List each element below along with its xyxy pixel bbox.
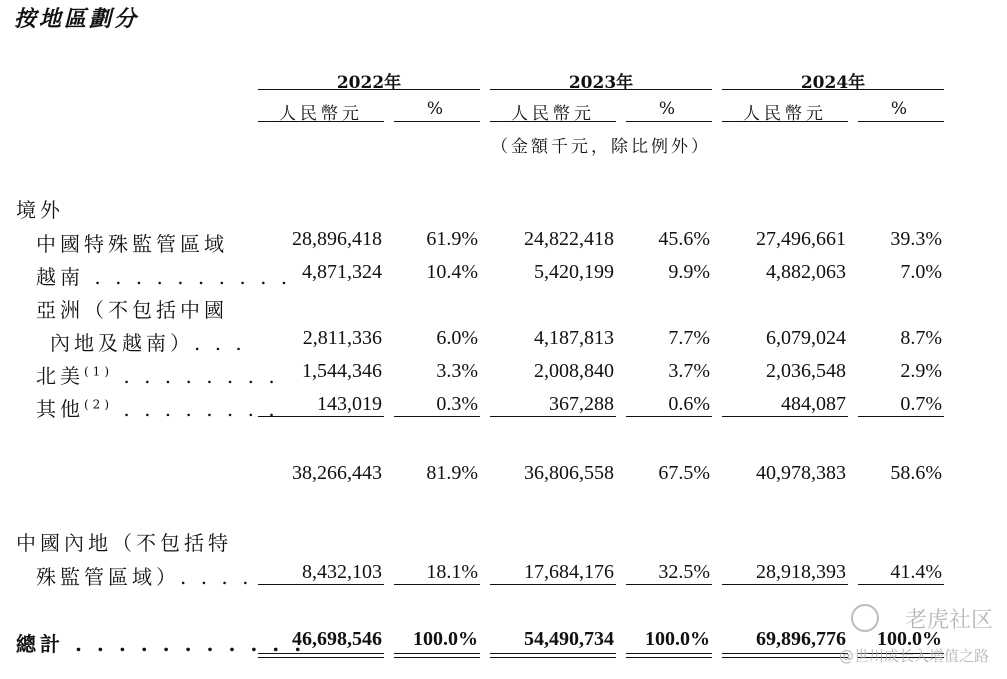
cell-pct-2022: 10.4% bbox=[426, 261, 478, 283]
cell-pct-2022: 61.9% bbox=[426, 228, 478, 250]
sub-underline bbox=[490, 121, 616, 122]
subtotal-rule bbox=[394, 416, 480, 417]
mainland-amount-2022: 8,432,103 bbox=[302, 561, 382, 583]
row-label bbox=[36, 360, 279, 389]
mainland-amount-2023: 17,684,176 bbox=[524, 561, 614, 583]
total-double-rule bbox=[394, 653, 480, 658]
total-double-rule bbox=[722, 653, 848, 658]
cell-amount-2023: 5,420,199 bbox=[534, 261, 614, 283]
year-header-2022: 2022年 bbox=[336, 73, 402, 93]
cell-pct-2023: 0.6% bbox=[668, 393, 710, 415]
total-pct-2024: 100.0% bbox=[877, 628, 942, 650]
cell-pct-2022: 0.3% bbox=[436, 393, 478, 415]
unit-note: （金額千元，除比例外） bbox=[491, 137, 711, 157]
cell-pct-2023: 3.7% bbox=[668, 360, 710, 382]
cell-pct-2024: 2.9% bbox=[900, 360, 942, 382]
mainland-pct-2022: 18.1% bbox=[426, 561, 478, 583]
cell-amount-2022: 1,544,346 bbox=[302, 360, 382, 382]
col-pct-2024: % bbox=[890, 99, 912, 119]
watermark-subtext: @世川成长入增值之路 bbox=[838, 647, 989, 665]
cell-amount-2022: 143,019 bbox=[317, 393, 382, 415]
total-rule bbox=[858, 584, 944, 585]
cell-pct-2022: 6.0% bbox=[436, 327, 478, 349]
cell-amount-2022: 2,811,336 bbox=[302, 327, 382, 349]
sub-underline bbox=[858, 121, 944, 122]
section-heading: 按地區劃分 bbox=[14, 6, 140, 32]
cell-pct-2022: 3.3% bbox=[436, 360, 478, 382]
row-label-text: 其他 bbox=[36, 397, 84, 421]
cell-amount-2022: 28,896,418 bbox=[292, 228, 382, 250]
row-label-text: 北美 bbox=[36, 364, 84, 388]
watermark-logo-icon bbox=[851, 604, 879, 632]
subtotal-pct-2024: 58.6% bbox=[890, 462, 942, 484]
cell-amount-2024: 484,087 bbox=[781, 393, 846, 415]
subtotal-pct-2022: 81.9% bbox=[426, 462, 478, 484]
total-pct-2022: 100.0% bbox=[413, 628, 478, 650]
total-rule bbox=[490, 584, 616, 585]
year-header-2023: 2023年 bbox=[568, 73, 634, 93]
row-label: 亞洲（不包括中國 bbox=[36, 298, 228, 322]
col-pct-2022: % bbox=[426, 99, 448, 119]
cell-amount-2023: 4,187,813 bbox=[534, 327, 614, 349]
cell-pct-2023: 45.6% bbox=[658, 228, 710, 250]
sub-underline bbox=[626, 121, 712, 122]
total-rule bbox=[626, 584, 712, 585]
cell-amount-2023: 367,288 bbox=[549, 393, 614, 415]
cell-amount-2024: 27,496,661 bbox=[756, 228, 846, 250]
section-overseas-label: 境外 bbox=[16, 198, 64, 222]
cell-pct-2024: 8.7% bbox=[900, 327, 942, 349]
cell-amount-2024: 2,036,548 bbox=[766, 360, 846, 382]
cell-pct-2024: 39.3% bbox=[890, 228, 942, 250]
cell-amount-2023: 24,822,418 bbox=[524, 228, 614, 250]
total-double-rule bbox=[490, 653, 616, 658]
sub-underline bbox=[394, 121, 480, 122]
total-amount-2023: 54,490,734 bbox=[524, 628, 614, 650]
mainland-pct-2024: 41.4% bbox=[890, 561, 942, 583]
subtotal-rule bbox=[858, 416, 944, 417]
total-double-rule bbox=[258, 653, 384, 658]
subtotal-rule bbox=[490, 416, 616, 417]
mainland-amount-2024: 28,918,393 bbox=[756, 561, 846, 583]
footnote-ref: (2) bbox=[84, 397, 113, 412]
cell-amount-2024: 6,079,024 bbox=[766, 327, 846, 349]
col-pct-2023: % bbox=[658, 99, 680, 119]
sub-underline bbox=[722, 121, 848, 122]
total-label: 總計 . . . . . . . . . . . bbox=[16, 632, 306, 656]
subtotal-amount-2024: 40,978,383 bbox=[756, 462, 846, 484]
total-double-rule bbox=[626, 653, 712, 658]
col-rmb-2024: 人民幣元 bbox=[743, 104, 827, 124]
year-underline-2024 bbox=[722, 89, 944, 90]
leader-dots: . . . . . . . . bbox=[113, 397, 279, 421]
mainland-label-line1: 中國內地（不包括特 bbox=[16, 531, 232, 555]
total-rule bbox=[394, 584, 480, 585]
col-rmb-2022: 人民幣元 bbox=[279, 104, 363, 124]
cell-pct-2023: 9.9% bbox=[668, 261, 710, 283]
total-rule bbox=[722, 584, 848, 585]
subtotal-pct-2023: 67.5% bbox=[658, 462, 710, 484]
cell-amount-2022: 4,871,324 bbox=[302, 261, 382, 283]
mainland-label-line2: 殊監管區域）. . . . bbox=[36, 565, 253, 589]
total-pct-2023: 100.0% bbox=[645, 628, 710, 650]
cell-amount-2024: 4,882,063 bbox=[766, 261, 846, 283]
subtotal-rule bbox=[258, 416, 384, 417]
watermark-text: 老虎社区 bbox=[904, 608, 993, 633]
year-header-2024: 2024年 bbox=[800, 73, 866, 93]
cell-pct-2024: 0.7% bbox=[900, 393, 942, 415]
sub-underline bbox=[258, 121, 384, 122]
cell-amount-2023: 2,008,840 bbox=[534, 360, 614, 382]
row-label bbox=[36, 393, 279, 422]
mainland-pct-2023: 32.5% bbox=[658, 561, 710, 583]
subtotal-rule bbox=[626, 416, 712, 417]
cell-pct-2024: 7.0% bbox=[900, 261, 942, 283]
total-amount-2024: 69,896,776 bbox=[756, 628, 846, 650]
leader-dots: . . . . . . . . bbox=[113, 364, 279, 388]
year-underline-2023 bbox=[490, 89, 712, 90]
year-underline-2022 bbox=[258, 89, 480, 90]
row-label: 內地及越南）. . . bbox=[50, 331, 246, 355]
total-rule bbox=[258, 584, 384, 585]
cell-pct-2023: 7.7% bbox=[668, 327, 710, 349]
footnote-ref: (1) bbox=[84, 364, 113, 379]
subtotal-rule bbox=[722, 416, 848, 417]
col-rmb-2023: 人民幣元 bbox=[511, 104, 595, 124]
total-amount-2022: 46,698,546 bbox=[292, 628, 382, 650]
subtotal-amount-2022: 38,266,443 bbox=[292, 462, 382, 484]
row-label: 中國特殊監管區域 bbox=[36, 232, 228, 256]
row-label: 越南 . . . . . . . . . . bbox=[36, 265, 292, 289]
subtotal-amount-2023: 36,806,558 bbox=[524, 462, 614, 484]
